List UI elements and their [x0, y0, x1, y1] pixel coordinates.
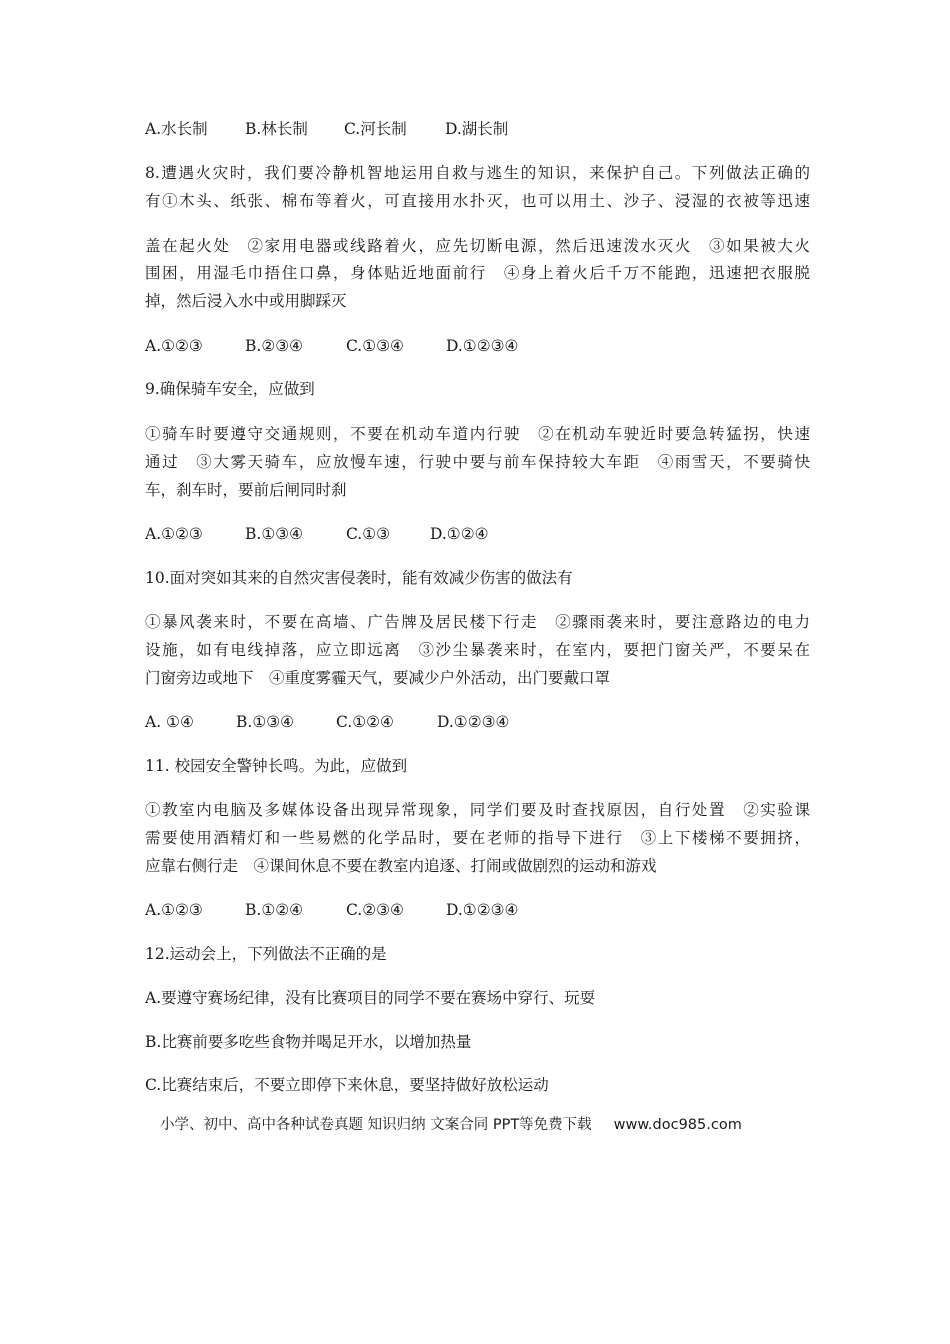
- q10-options: [145, 711, 810, 733]
- page-footer: [160, 1114, 800, 1136]
- q8-option-d: D.①②③④: [446, 337, 519, 355]
- q12-stem: 12.运动会上，下列做法不正确的是: [145, 945, 387, 963]
- q9-option-b: B.①③④: [245, 525, 304, 543]
- q7-option-a: A.水长制: [145, 120, 208, 138]
- q7-option-d: D.湖长制: [445, 120, 509, 138]
- q9-options: [145, 523, 810, 545]
- q8-stem-line-4: 围困，用湿毛巾捂住口鼻，身体贴近地面前行 ④身上着火后千万不能跑，迅速把衣服脱: [145, 264, 810, 282]
- q11-options: [145, 899, 810, 921]
- q9-option-a: A.①②③: [145, 525, 203, 543]
- q9-stem: 9.确保骑车安全，应做到: [145, 380, 315, 398]
- q10-option-a: A. ①④: [145, 713, 194, 731]
- q11-option-c: C.②③④: [346, 901, 404, 919]
- footer-text: 小学、初中、高中各种试卷真题 知识归纳 文案合同 PPT等免费下载: [160, 1117, 592, 1133]
- q11-stem: 11. 校园安全警钟长鸣。为此，应做到: [145, 757, 408, 775]
- q10-body-line-2: 设施，如有电线掉落，应立即远离 ③沙尘暴袭来时，在室内，要把门窗关严，不要呆在: [145, 641, 810, 659]
- q12-option-b: B.比赛前要多吃些食物并喝足开水，以增加热量: [145, 1033, 472, 1051]
- footer-url[interactable]: www.doc985.com: [613, 1117, 742, 1133]
- q9-body-line-1: ①骑车时要遵守交通规则，不要在机动车道内行驶 ②在机动车驶近时要急转猛拐，快速: [145, 425, 810, 443]
- q11-body-line-1: ①教室内电脑及多媒体设备出现异常现象，同学们要及时查找原因，自行处置 ②实验课: [145, 801, 810, 819]
- q9-option-c: C.①③: [346, 525, 391, 543]
- q8-stem-line-1: 8.遭遇火灾时，我们要冷静机智地运用自救与逃生的知识，来保护自己。下列做法正确的: [145, 164, 810, 182]
- q8-stem-line-2: 有①木头、纸张、棉布等着火，可直接用水扑灭，也可以用土、沙子、浸湿的衣被等迅速: [145, 192, 810, 210]
- q7-option-b: B.林长制: [245, 120, 308, 138]
- q11-option-d: D.①②③④: [446, 901, 519, 919]
- q10-option-c: C.①②④: [336, 713, 394, 731]
- q10-stem: 10.面对突如其来的自然灾害侵袭时，能有效减少伤害的做法有: [145, 569, 573, 587]
- q8-option-a: A.①②③: [145, 337, 203, 355]
- q10-option-b: B.①③④: [236, 713, 295, 731]
- q11-body-line-3: 应靠右侧行走 ④课间休息不要在教室内追逐、打闹或做剧烈的运动和游戏: [145, 857, 657, 875]
- q11-body-line-2: 需要使用酒精灯和一些易燃的化学品时，要在老师的指导下进行 ③上下楼梯不要拥挤，: [145, 829, 810, 847]
- q7-options: [145, 118, 810, 140]
- q10-body-line-1: ①暴风袭来时，不要在高墙、广告牌及居民楼下行走 ②骤雨袭来时，要注意路边的电力: [145, 613, 810, 631]
- q9-body-line-3: 车，刹车时，要前后闸同时刹: [145, 481, 347, 499]
- q7-option-c: C.河长制: [344, 120, 407, 138]
- q8-option-c: C.①③④: [346, 337, 404, 355]
- q9-body-line-2: 通过 ③大雾天骑车，应放慢车速，行驶中要与前车保持较大车距 ④雨雪天，不要骑快: [145, 453, 810, 471]
- q8-stem-line-3: 盖在起火处 ②家用电器或线路着火，应先切断电源，然后迅速泼水灭火 ③如果被大火: [145, 237, 810, 255]
- q8-stem-line-5: 掉，然后浸入水中或用脚踩灭: [145, 292, 347, 310]
- q10-option-d: D.①②③④: [437, 713, 510, 731]
- q10-body-line-3: 门窗旁边或地下 ④重度雾霾天气，要减少户外活动，出门要戴口罩: [145, 669, 611, 687]
- q11-option-a: A.①②③: [145, 901, 203, 919]
- q11-option-b: B.①②④: [245, 901, 304, 919]
- q8-option-b: B.②③④: [245, 337, 304, 355]
- q12-option-a: A.要遵守赛场纪律，没有比赛项目的同学不要在赛场中穿行、玩耍: [145, 989, 596, 1007]
- q12-option-c: C.比赛结束后，不要立即停下来休息，要坚持做好放松运动: [145, 1076, 549, 1094]
- q8-options: [145, 335, 810, 357]
- q9-option-d: D.①②④: [430, 525, 489, 543]
